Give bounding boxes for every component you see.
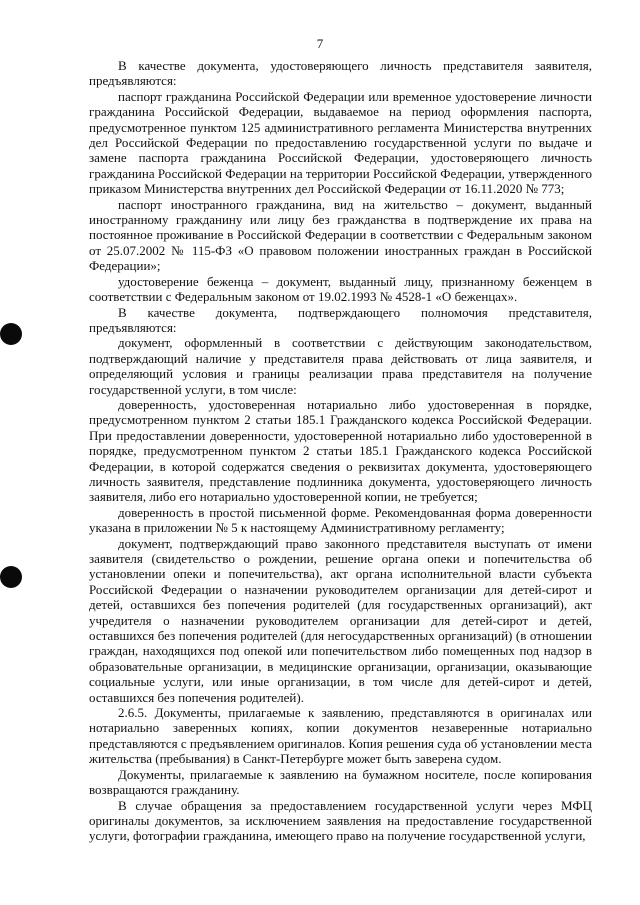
paragraph: Документы, прилагаемые к заявлению на бумажном носителе, после копирования возвращаются гражданину.	[89, 766, 592, 798]
page-number: 7	[316, 36, 324, 51]
paragraph: В качестве документа, удостоверяющего личность представителя заявителя, предъявляются:	[89, 58, 592, 89]
punch-hole-mark	[0, 323, 22, 345]
paragraph: доверенность в простой письменной форме. Рекомендованная форма доверенности указана в приложении № 5 к настоящему Административному регламенту;	[89, 504, 592, 536]
paragraph: удостоверение беженца – документ, выданный лицу, признанному беженцем в соответствии с Федеральным законом от 19.02.1993 № 4528-1 «О беженцах».	[89, 273, 592, 305]
paragraph: документ, подтверждающий право законного представителя выступать от имени заявителя (свидетельство о рождении, решение органа опеки и попечительства об установлении опеки и попечительства), акт органа исполнительной власти субъекта Российской Федерации о назначении руководителем организации для детей-сирот и детей, оставшихся без попечения родителей (для государственных организаций), акт учредителя о назначении руководителем организации для детей-сирот и детей, оставшихся без попечения родителей (для негосударственных организаций) (в отношении граждан, находящихся под опекой или попечительством либо помещенных под надзор в образовательные организации, в медицинские организации, организации, оказывающие социальные услуги, или иные организации, в том числе для детей-сирот и детей, оставшихся без попечения родителей).	[89, 535, 592, 705]
paragraph: паспорт гражданина Российской Федерации или временное удостоверение личности гражданина Российской Федерации, выдаваемое на период оформления паспорта, предусмотренное пунктом 125 административного регламента Министерства внутренних дел Российской Федерации по предоставлению государственной услуги по выдаче и замене паспорта гражданина Российской Федерации, удостоверяющего личность гражданина Российской Федерации на территории Российской Федерации, утвержденного приказом Министерства внутренних дел Российской Федерации от 16.11.2020 № 773;	[89, 88, 592, 197]
paragraph: доверенность, удостоверенная нотариально либо удостоверенная в порядке, предусмотренном пунктом 2 статьи 185.1 Гражданского кодекса Российской Федерации. При предоставлении доверенности, удостоверенной нотариально либо удостоверенной в порядке, предусмотренном пунктом 2 статьи 185.1 Гражданского кодекса Российской Федерации, в которой содержатся сведения о реквизитах документа, удостоверяющего личность заявителя, представление подлинника документа, удостоверяющего личность заявителя, либо его нотариально удостоверенной копии, не требуется;	[89, 396, 592, 505]
paragraph: документ, оформленный в соответствии с действующим законодательством, подтверждающий наличие у представителя права действовать от лица заявителя, и определяющий условия и границы реализации права представителя на получение государственной услуги, в том числе:	[89, 335, 592, 397]
punch-hole-mark	[0, 566, 22, 588]
document-body	[89, 58, 592, 844]
paragraph: В качестве документа, подтверждающего полномочия представителя, предъявляются:	[89, 304, 592, 335]
paragraph: паспорт иностранного гражданина, вид на жительство – документ, выданный иностранному гражданину или лицу без гражданства в подтверждение их права на постоянное проживание в Российской Федерации в соответствии с Федеральным законом от 25.07.2002 № 115-ФЗ «О правовом положении иностранных граждан в Российской Федерации»;	[89, 196, 592, 274]
paragraph: 2.6.5. Документы, прилагаемые к заявлению, представляются в оригиналах или нотариально заверенных копиях, копии документов незаверенные нотариально представляются с предъявлением оригиналов. Копия решения суда об установлении места жительства (пребывания) в Санкт-Петербурге может быть заверена судом.	[89, 705, 592, 767]
paragraph: В случае обращения за предоставлением государственной услуги через МФЦ оригиналы документов, за исключением заявления на предоставление государственной услуги, фотографии гражданина, имеющего право на получение государственной услуги,	[89, 797, 592, 844]
